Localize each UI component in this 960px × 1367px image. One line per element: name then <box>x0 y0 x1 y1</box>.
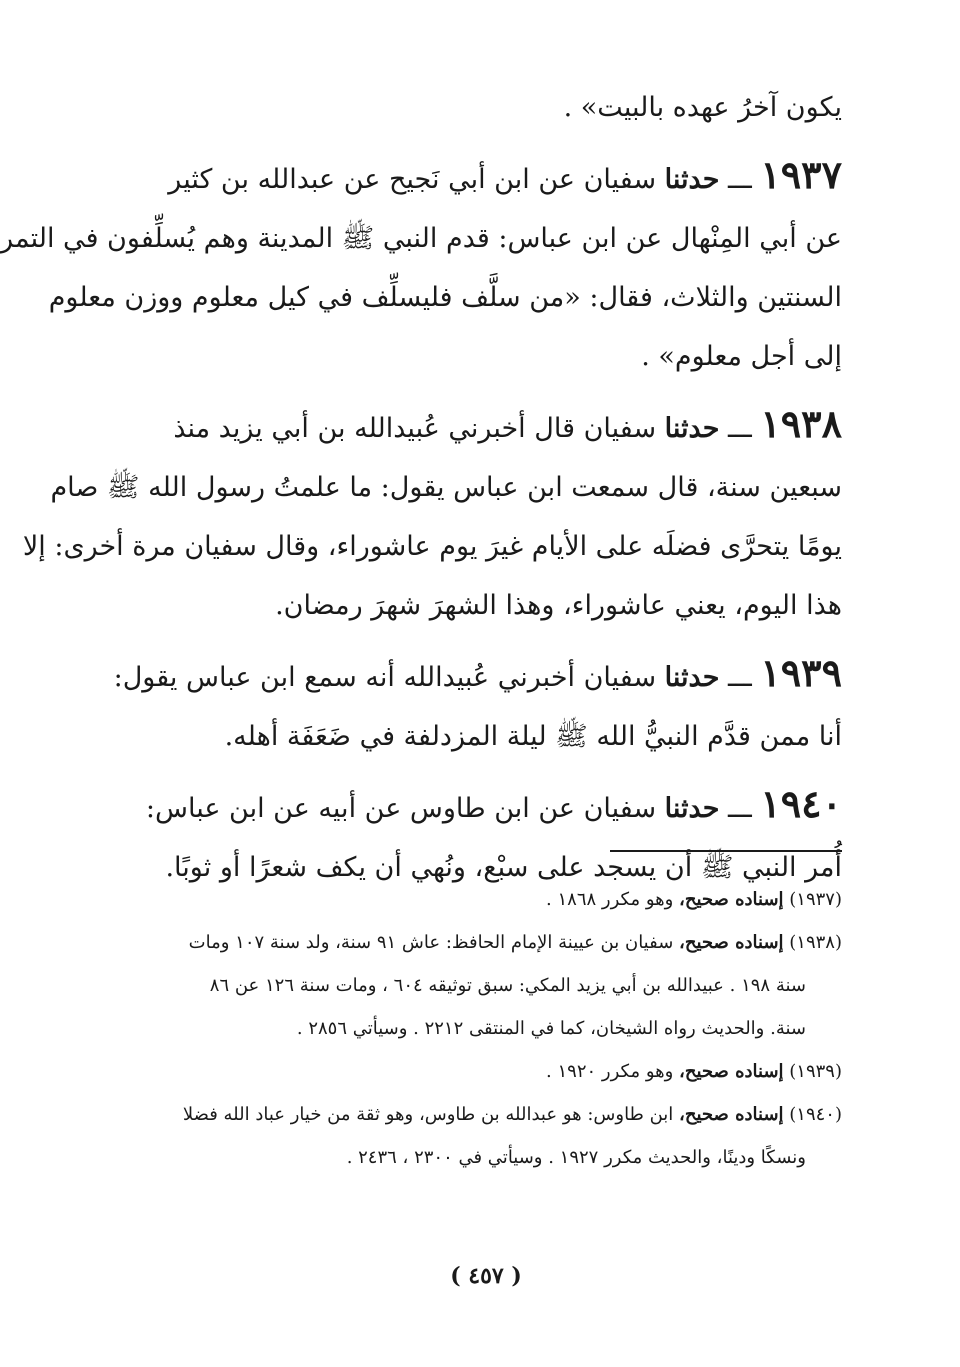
footnotes <box>130 878 842 1179</box>
footnote-1939 <box>130 1050 842 1093</box>
footnote-1940 <box>130 1093 842 1179</box>
hadith-dash: ـــ <box>728 164 752 195</box>
footnote-line <box>130 921 842 964</box>
hadith-line: السنتين والثلاث، فقال: «من سلَّف فليسلِّف في كيل معلوم ووزن معلوم <box>48 282 842 313</box>
footnote-line: ونسكًا ودينًا، والحديث مكرر ١٩٢٧ . وسيأتي في ٢٣٠٠ ، ٢٤٣٦ . <box>346 1147 806 1168</box>
hadith-dash: ـــ <box>728 793 752 824</box>
hadith-first-line <box>113 643 842 707</box>
footnote-line <box>130 878 842 921</box>
hadith-1938 <box>22 394 842 635</box>
hadith-first-line <box>130 145 842 209</box>
hadith-line-text: سفيان قال أخبرني عُبيدالله بن أبي يزيد منذ <box>173 413 657 444</box>
hadith-line: هذا اليوم، يعني عاشوراء، وهذا الشهرَ شهرَ رمضان. <box>275 590 842 621</box>
footnote-text: سفيان بن عيينة الإمام الحافظ: عاش ٩١ سنة، ولد سنة ١٠٧ ومات <box>188 932 674 953</box>
hadith-line-text: سفيان عن ابن أبي نَجيح عن عبدالله بن كثير <box>168 164 657 195</box>
hadith-number: ١٩٤٠ <box>760 781 842 826</box>
footnote-line <box>130 1050 842 1093</box>
footnote-line: سنة ١٩٨ . عبيدالله بن أبي يزيد المكي: سبق توثيقه ٦٠٤ ، ومات سنة ١٢٦ عن ٨٦ <box>209 975 806 996</box>
footnote-1937 <box>130 878 842 921</box>
hadith-line: أنا ممن قدَّم النبيُّ الله ﷺ ليلة المزدلفة في ضَعَفَة أهله. <box>224 721 842 752</box>
hadith-line: أُمر النبي ﷺ أن يسجد على سبْع، ونُهي أن يكف شعرًا أو ثوبًا. <box>165 852 842 883</box>
carry-over-line: يكون آخرُ عهده بالبيت» . <box>563 92 842 123</box>
hadith-lead-word: حدثنا <box>664 164 720 195</box>
hadith-line: سبعين سنة، قال سمعت ابن عباس يقول: ما علمتُ رسول الله ﷺ صام <box>50 472 842 503</box>
hadith-line: عن أبي المِنْهال عن ابن عباس: قدم النبي ﷺ المدينة وهم يُسلِّفون في التمر <box>0 223 842 254</box>
hadith-line-text: سفيان عن ابن طاوس عن أبيه عن ابن عباس: <box>145 793 657 824</box>
hadith-number: ١٩٣٩ <box>760 650 842 695</box>
footnote-divider <box>610 850 842 852</box>
hadith-dash: ـــ <box>728 413 752 444</box>
footnote-label: إسناده صحيح، <box>679 932 784 953</box>
hadith-line: إلى أجل معلوم» . <box>641 341 842 372</box>
hadith-dash: ـــ <box>728 662 752 693</box>
footnote-line: سنة. والحديث رواه الشيخان، كما في المنتقى ٢٢١٢ . وسيأتي ٢٨٥٦ . <box>296 1018 806 1039</box>
hadith-lead-word: حدثنا <box>664 413 720 444</box>
hadith-lead-word: حدثنا <box>664 793 720 824</box>
hadith-line-text: سفيان أخبرني عُبيدالله أنه سمع ابن عباس يقول: <box>113 662 657 693</box>
hadith-number: ١٩٣٧ <box>760 152 842 197</box>
footnote-text: وهو مكرر ١٨٦٨ . <box>546 889 674 910</box>
footnote-label: إسناده صحيح، <box>679 889 784 910</box>
footnote-ref: (١٩٣٨) <box>789 932 842 953</box>
hadith-1939 <box>113 643 842 766</box>
hadith-lead-word: حدثنا <box>664 662 720 693</box>
footnote-text: ابن طاوس: هو عبدالله بن طاوس، وهو ثقة من خيار عباد الله فضلا <box>182 1104 674 1125</box>
main-text <box>0 78 842 897</box>
hadith-line: يومًا يتحرَّى فضلَه على الأيام غيرَ يوم عاشوراء، وقال سفيان مرة أخرى: إلا <box>22 531 842 562</box>
footnote-label: إسناده صحيح، <box>679 1104 784 1125</box>
page-number: ( ٤٥٧ ) <box>450 1263 522 1289</box>
footnote-line <box>130 1093 842 1136</box>
footnote-label: إسناده صحيح، <box>679 1061 784 1082</box>
hadith-number: ١٩٣٨ <box>760 401 842 446</box>
footnote-1938 <box>130 921 842 1050</box>
book-page <box>0 78 842 1298</box>
hadith-1937 <box>0 145 842 386</box>
hadith-first-line <box>130 774 842 838</box>
footnote-ref: (١٩٣٩) <box>789 1061 842 1082</box>
footnote-text: وهو مكرر ١٩٢٠ . <box>546 1061 674 1082</box>
hadith-first-line <box>130 394 842 458</box>
footnote-ref: (١٩٣٧) <box>789 889 842 910</box>
footnote-ref: (١٩٤٠) <box>789 1104 842 1125</box>
